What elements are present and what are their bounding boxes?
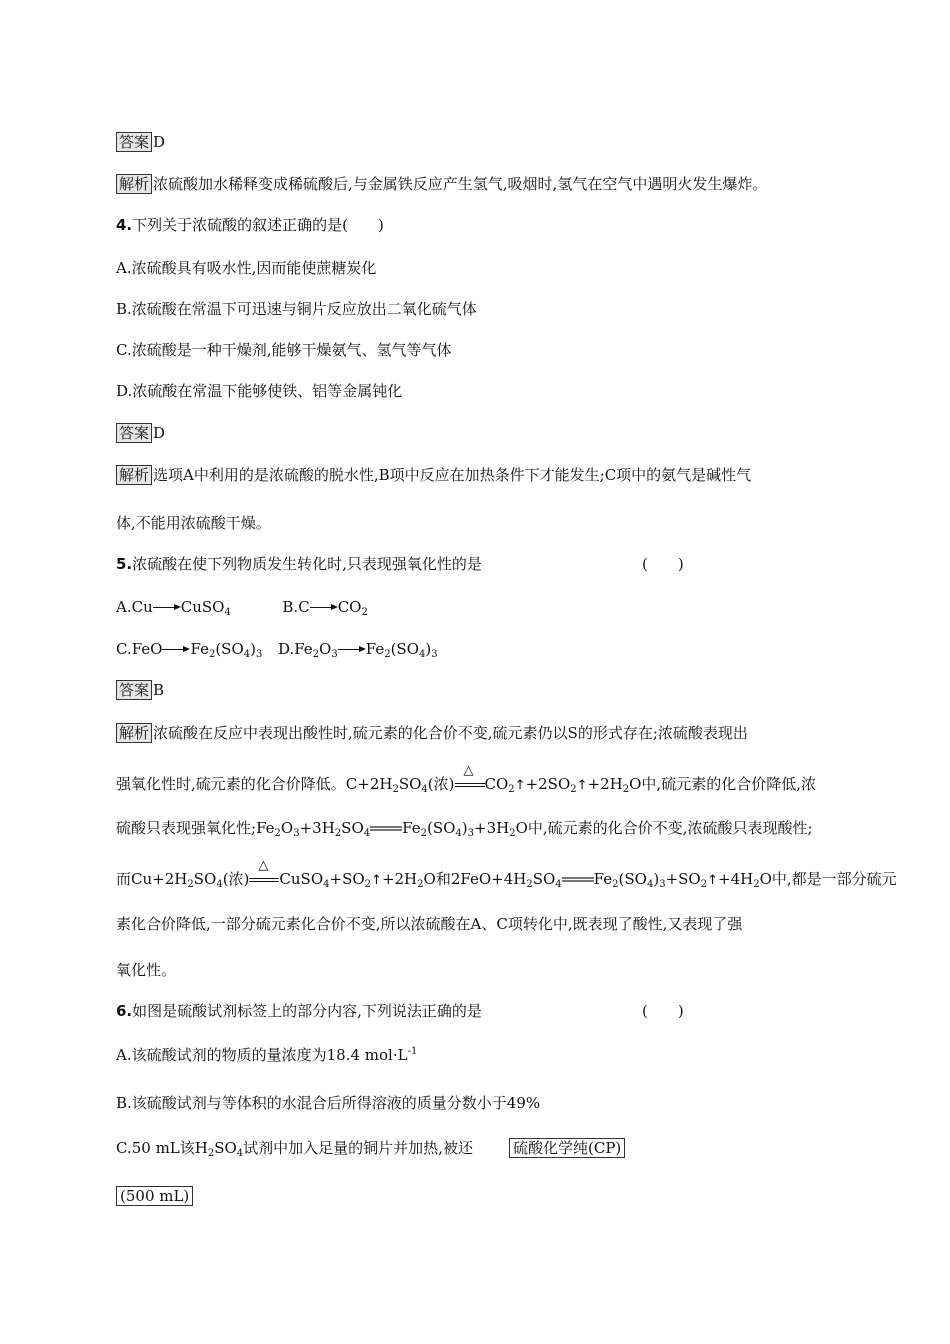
formula: CO bbox=[484, 775, 509, 793]
q4-analysis-1: 选项A中利用的是浓硫酸的脱水性,B项中反应在加热条件下才能发生;C项中的氨气是碱性气 bbox=[153, 466, 752, 484]
formula: ) bbox=[461, 819, 468, 837]
formula: Fe bbox=[256, 819, 275, 837]
subscript: 2 bbox=[700, 879, 708, 890]
heat-arrow-icon: △ bbox=[455, 778, 485, 792]
subscript: 2 bbox=[274, 828, 281, 839]
q5-opt-d-from: D.Fe bbox=[277, 640, 313, 658]
q5-opt-b-from: B.C bbox=[282, 598, 310, 616]
q5-opt-a-from: A.Cu bbox=[116, 598, 153, 616]
subscript: 2 bbox=[612, 879, 619, 890]
q5-answer-line bbox=[116, 680, 164, 700]
q4-number: 4. bbox=[116, 216, 133, 234]
subscript: 4 bbox=[419, 649, 426, 660]
subscript: 2 bbox=[312, 649, 320, 660]
text: 中,硫元素的化合价降低,浓 bbox=[641, 775, 816, 793]
reagent-label-name: 硫酸化学纯(CP) bbox=[509, 1138, 625, 1158]
q4-option-d: D.浓硫酸在常温下能够使铁、铝等金属钝化 bbox=[116, 382, 403, 400]
reagent-label-box-2 bbox=[116, 1186, 193, 1206]
text: 强氧化性时,硫元素的化合价降低。 bbox=[116, 775, 346, 793]
formula: +2H bbox=[381, 870, 418, 888]
formula: O bbox=[629, 775, 642, 793]
subscript: 2 bbox=[392, 784, 399, 795]
formula: SO bbox=[193, 870, 217, 888]
subscript: 4 bbox=[216, 879, 223, 890]
q5-opt-d-mid: (SO bbox=[390, 640, 420, 658]
subscript: 2 bbox=[417, 879, 424, 890]
q4-stem: 下列关于浓硫酸的叙述正确的是( ) bbox=[132, 216, 384, 234]
q4-option-c: C.浓硫酸是一种干燥剂,能够干燥氨气、氢气等气体 bbox=[116, 341, 452, 359]
arrow-icon bbox=[162, 645, 190, 655]
q5-stem: 浓硫酸在使下列物质发生转化时,只表现强氧化性的是 bbox=[132, 555, 482, 573]
subscript: 2 bbox=[208, 649, 216, 660]
q6-option-a bbox=[116, 1045, 417, 1065]
q6-option-b: B.该硫酸试剂与等体积的水混合后所得溶液的质量分数小于49% bbox=[116, 1094, 541, 1112]
subscript: 2 bbox=[622, 784, 630, 795]
superscript: -1 bbox=[407, 1046, 418, 1057]
formula: C+2H bbox=[345, 775, 393, 793]
q6-option-c-text: 试剂中加入足量的铜片并加热,被还 bbox=[243, 1139, 473, 1157]
q3-analysis-line bbox=[116, 174, 767, 194]
q6-paren: ( ) bbox=[642, 1002, 684, 1020]
answer-tag: 答案 bbox=[116, 423, 152, 443]
q5-analysis-1: 浓硫酸在反应中表现出酸性时,硫元素的化合价不变,硫元素仍以S的形式存在;浓硫酸表现出 bbox=[153, 724, 748, 742]
q5-analysis-line-3 bbox=[116, 818, 813, 838]
formula: (SO bbox=[618, 870, 647, 888]
subscript: 3 bbox=[467, 828, 475, 839]
q4-answer-line bbox=[116, 423, 165, 443]
subscript: 2 bbox=[753, 879, 760, 890]
formula: +3H bbox=[474, 819, 510, 837]
subscript: 4 bbox=[421, 784, 428, 795]
q5-opt-c-to: Fe bbox=[190, 640, 209, 658]
q6-option-c-text: C.50 mL该H bbox=[116, 1139, 208, 1157]
formula: O bbox=[423, 870, 436, 888]
subscript: 4 bbox=[455, 828, 462, 839]
subscript: 3 bbox=[431, 649, 438, 660]
q5-analysis-line-5: 素化合价降低,一部分硫元素化合价不变,所以浓硫酸在A、C项转化中,既表现了酸性,又表现了强 bbox=[116, 915, 743, 933]
gas-up-arrow-icon: ↑ bbox=[514, 778, 526, 793]
formula: 2FeO+4H bbox=[450, 870, 527, 888]
q5-analysis-line-1 bbox=[116, 723, 748, 743]
subscript: 2 bbox=[420, 828, 427, 839]
subscript: 3 bbox=[331, 649, 338, 660]
q5-opt-d-to: Fe bbox=[365, 640, 385, 658]
q6-number: 6. bbox=[116, 1002, 133, 1020]
q4-analysis-line-1 bbox=[116, 465, 751, 485]
gas-up-arrow-icon: ↑ bbox=[371, 873, 382, 888]
q4-option-a: A.浓硫酸具有吸水性,因而能使蔗糖炭化 bbox=[116, 259, 377, 277]
formula: +SO bbox=[665, 870, 701, 888]
q5-opt-a-to: CuSO bbox=[180, 598, 225, 616]
formula: +2SO bbox=[525, 775, 571, 793]
subscript: 3 bbox=[293, 828, 300, 839]
q4-answer: D bbox=[153, 424, 166, 442]
q4-option-b: B.浓硫酸在常温下可迅速与铜片反应放出二氧化硫气体 bbox=[116, 300, 477, 318]
q6-option-c bbox=[116, 1138, 473, 1158]
q5-opt-c-from: C.FeO bbox=[116, 640, 163, 658]
formula: (浓) bbox=[222, 870, 250, 888]
subscript: 2 bbox=[570, 784, 577, 795]
subscript: 2 bbox=[526, 879, 533, 890]
q6-option-c-text: SO bbox=[214, 1139, 237, 1157]
subscript: 2 bbox=[508, 784, 515, 795]
formula: Fe bbox=[593, 870, 613, 888]
subscript: 2 bbox=[384, 649, 391, 660]
formula: Fe bbox=[402, 819, 421, 837]
subscript: 3 bbox=[659, 879, 666, 890]
text: 硫酸只表现强氧化性; bbox=[116, 819, 257, 837]
subscript: 4 bbox=[236, 1148, 244, 1159]
formula: CuSO bbox=[279, 870, 324, 888]
arrow-icon bbox=[338, 645, 366, 655]
q5-number: 5. bbox=[116, 555, 133, 573]
q5-analysis-line-4 bbox=[116, 858, 897, 891]
arrow-icon bbox=[153, 603, 181, 613]
q3-answer-line bbox=[116, 132, 165, 152]
formula: SO bbox=[341, 819, 364, 837]
analysis-tag: 解析 bbox=[116, 174, 152, 194]
formula: (SO bbox=[426, 819, 456, 837]
subscript: 4 bbox=[243, 649, 251, 660]
answer-tag: 答案 bbox=[116, 132, 152, 152]
subscript: 4 bbox=[224, 607, 231, 618]
q5-analysis-line-6: 氧化性。 bbox=[116, 961, 177, 979]
subscript: 2 bbox=[334, 828, 342, 839]
subscript: 2 bbox=[361, 607, 368, 618]
q5-analysis-line-2 bbox=[116, 763, 816, 796]
subscript: 4 bbox=[646, 879, 654, 890]
formula: +3H bbox=[299, 819, 335, 837]
q5-stem-line bbox=[116, 554, 482, 574]
q6-stem-line bbox=[116, 1001, 482, 1021]
q5-opt-d-o: O bbox=[319, 640, 332, 658]
subscript: 2 bbox=[207, 1148, 215, 1159]
q4-analysis-line-2: 体,不能用浓硫酸干燥。 bbox=[116, 514, 271, 532]
heat-arrow-icon: △ bbox=[249, 873, 279, 887]
q5-options-cd bbox=[116, 639, 438, 659]
q5-paren: ( ) bbox=[642, 555, 684, 573]
formula: O bbox=[759, 870, 772, 888]
equals-sign-icon bbox=[562, 875, 594, 885]
text: 而 bbox=[116, 870, 132, 888]
q4-stem-line bbox=[116, 215, 384, 235]
formula: +SO bbox=[329, 870, 365, 888]
formula: +4H bbox=[718, 870, 754, 888]
reagent-label-box-1 bbox=[509, 1138, 625, 1158]
subscript: 2 bbox=[364, 879, 372, 890]
text: 中,硫元素的化合价不变,浓硫酸只表现酸性; bbox=[527, 819, 813, 837]
answer-tag: 答案 bbox=[116, 680, 152, 700]
formula: SO bbox=[398, 775, 422, 793]
formula: Cu+2H bbox=[131, 870, 188, 888]
analysis-tag: 解析 bbox=[116, 723, 152, 743]
q5-answer: B bbox=[153, 681, 165, 699]
formula: +2H bbox=[587, 775, 623, 793]
formula: SO bbox=[532, 870, 556, 888]
q5-options-ab bbox=[116, 597, 368, 617]
q5-opt-c-end: ) bbox=[250, 640, 256, 658]
q6-stem: 如图是硫酸试剂标签上的部分内容,下列说法正确的是 bbox=[132, 1002, 482, 1020]
q5-opt-b-to: CO bbox=[337, 598, 362, 616]
subscript: 3 bbox=[256, 649, 263, 660]
subscript: 4 bbox=[323, 879, 330, 890]
subscript: 2 bbox=[509, 828, 516, 839]
subscript: 4 bbox=[363, 828, 371, 839]
formula: ) bbox=[653, 870, 660, 888]
text: 中,都是一部分硫元 bbox=[771, 870, 897, 888]
formula: (浓) bbox=[427, 775, 455, 793]
formula: O bbox=[515, 819, 528, 837]
q3-analysis: 浓硫酸加水稀释变成稀硫酸后,与金属铁反应产生氢气,吸烟时,氢气在空气中遇明火发生爆炸。 bbox=[153, 175, 768, 193]
subscript: 4 bbox=[555, 879, 562, 890]
q6-option-a-text: A.该硫酸试剂的物质的量浓度为18.4 mol·L bbox=[116, 1046, 408, 1064]
arrow-icon bbox=[310, 603, 338, 613]
subscript: 2 bbox=[187, 879, 194, 890]
reagent-label-volume: (500 mL) bbox=[116, 1186, 193, 1206]
formula: O bbox=[280, 819, 294, 837]
q3-answer: D bbox=[153, 133, 166, 151]
equals-sign-icon bbox=[370, 824, 402, 834]
gas-up-arrow-icon: ↑ bbox=[576, 778, 588, 793]
analysis-tag: 解析 bbox=[116, 465, 152, 485]
text: 和 bbox=[435, 870, 451, 888]
gas-up-arrow-icon: ↑ bbox=[707, 873, 718, 888]
q5-opt-c-mid: (SO bbox=[215, 640, 244, 658]
q5-opt-d-end: ) bbox=[425, 640, 432, 658]
